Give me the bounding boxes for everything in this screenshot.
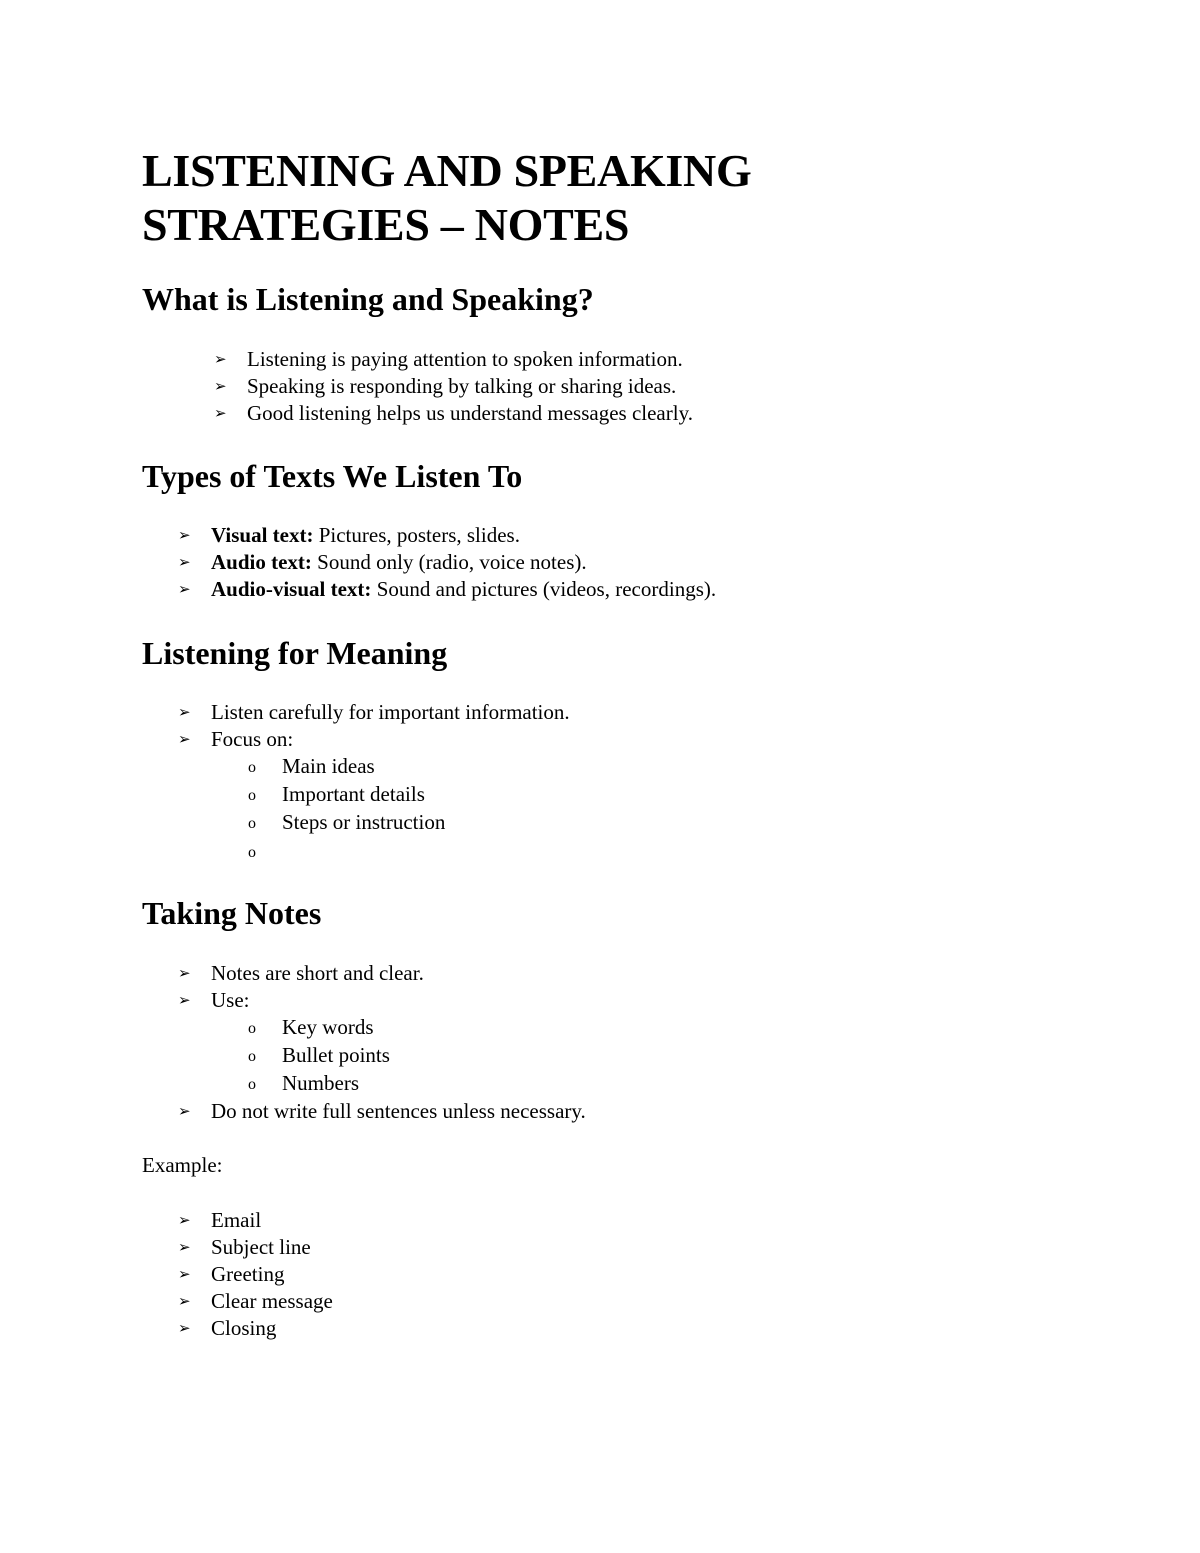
circle-bullet-icon: o [248, 815, 256, 832]
list-item-text: Focus on: [211, 727, 294, 751]
list-item-text: Speaking is responding by talking or sharing ideas. [247, 374, 677, 398]
arrow-bullet-icon: ➢ [178, 1102, 191, 1120]
list-item-text: Do not write full sentences unless necessary. [211, 1099, 586, 1123]
list-item-text: Subject line [211, 1235, 311, 1259]
title-line-1: LISTENING AND SPEAKING [142, 145, 752, 196]
section-heading-taking-notes: Taking Notes [142, 895, 322, 931]
sub-list-item-text: Key words [282, 1015, 374, 1039]
arrow-bullet-icon: ➢ [178, 1238, 191, 1256]
arrow-bullet-icon: ➢ [178, 1211, 191, 1229]
arrow-bullet-icon: ➢ [178, 730, 191, 748]
circle-bullet-icon: o [248, 787, 256, 804]
sub-list-item-text: Numbers [282, 1071, 359, 1095]
arrow-bullet-icon: ➢ [214, 350, 227, 368]
list-item-text: Listen carefully for important information. [211, 700, 570, 724]
arrow-bullet-icon: ➢ [178, 703, 191, 721]
sub-list-item-text: Important details [282, 782, 425, 806]
example-label: Example: [142, 1153, 223, 1177]
list-item-text: Listening is paying attention to spoken information. [247, 347, 683, 371]
list-item-text: Closing [211, 1316, 277, 1340]
circle-bullet-icon: o [248, 844, 256, 861]
circle-bullet-icon: o [248, 759, 256, 776]
arrow-bullet-icon: ➢ [214, 377, 227, 395]
list-item-text [211, 576, 716, 603]
list-item-description: Pictures, posters, slides. [313, 523, 520, 547]
circle-bullet-icon: o [248, 1048, 256, 1065]
sub-list-item-text: Steps or instruction [282, 810, 446, 834]
list-item-text: Clear message [211, 1289, 333, 1313]
arrow-bullet-icon: ➢ [178, 1265, 191, 1283]
list-item-text: Notes are short and clear. [211, 961, 424, 985]
list-item-text [211, 549, 587, 576]
list-item-text: Greeting [211, 1262, 285, 1286]
list-item-text: Email [211, 1208, 262, 1232]
list-item-description: Sound only (radio, voice notes). [311, 550, 587, 574]
list-item-label: Audio text: [211, 550, 312, 574]
list-item-text [211, 522, 520, 549]
circle-bullet-icon: o [248, 1020, 256, 1037]
section-heading-types-of-texts: Types of Texts We Listen To [142, 458, 523, 494]
title-line-2: STRATEGIES – NOTES [142, 199, 630, 250]
arrow-bullet-icon: ➢ [178, 553, 191, 571]
section-heading-listening-for-meaning: Listening for Meaning [142, 635, 448, 671]
arrow-bullet-icon: ➢ [178, 1292, 191, 1310]
circle-bullet-icon: o [248, 1076, 256, 1093]
sub-list-item-text: Main ideas [282, 754, 375, 778]
arrow-bullet-icon: ➢ [178, 1319, 191, 1337]
list-item-label: Audio-visual text: [211, 577, 372, 601]
list-item-text: Use: [211, 988, 250, 1012]
arrow-bullet-icon: ➢ [178, 580, 191, 598]
sub-list-item-text: Bullet points [282, 1043, 390, 1067]
document-title [142, 144, 751, 252]
arrow-bullet-icon: ➢ [178, 526, 191, 544]
arrow-bullet-icon: ➢ [178, 964, 191, 982]
list-item-text: Good listening helps us understand messages clearly. [247, 401, 693, 425]
arrow-bullet-icon: ➢ [214, 404, 227, 422]
section-heading-what-is: What is Listening and Speaking? [142, 281, 594, 317]
arrow-bullet-icon: ➢ [178, 991, 191, 1009]
list-item-label: Visual text: [211, 523, 314, 547]
list-item-description: Sound and pictures (videos, recordings). [371, 577, 717, 601]
